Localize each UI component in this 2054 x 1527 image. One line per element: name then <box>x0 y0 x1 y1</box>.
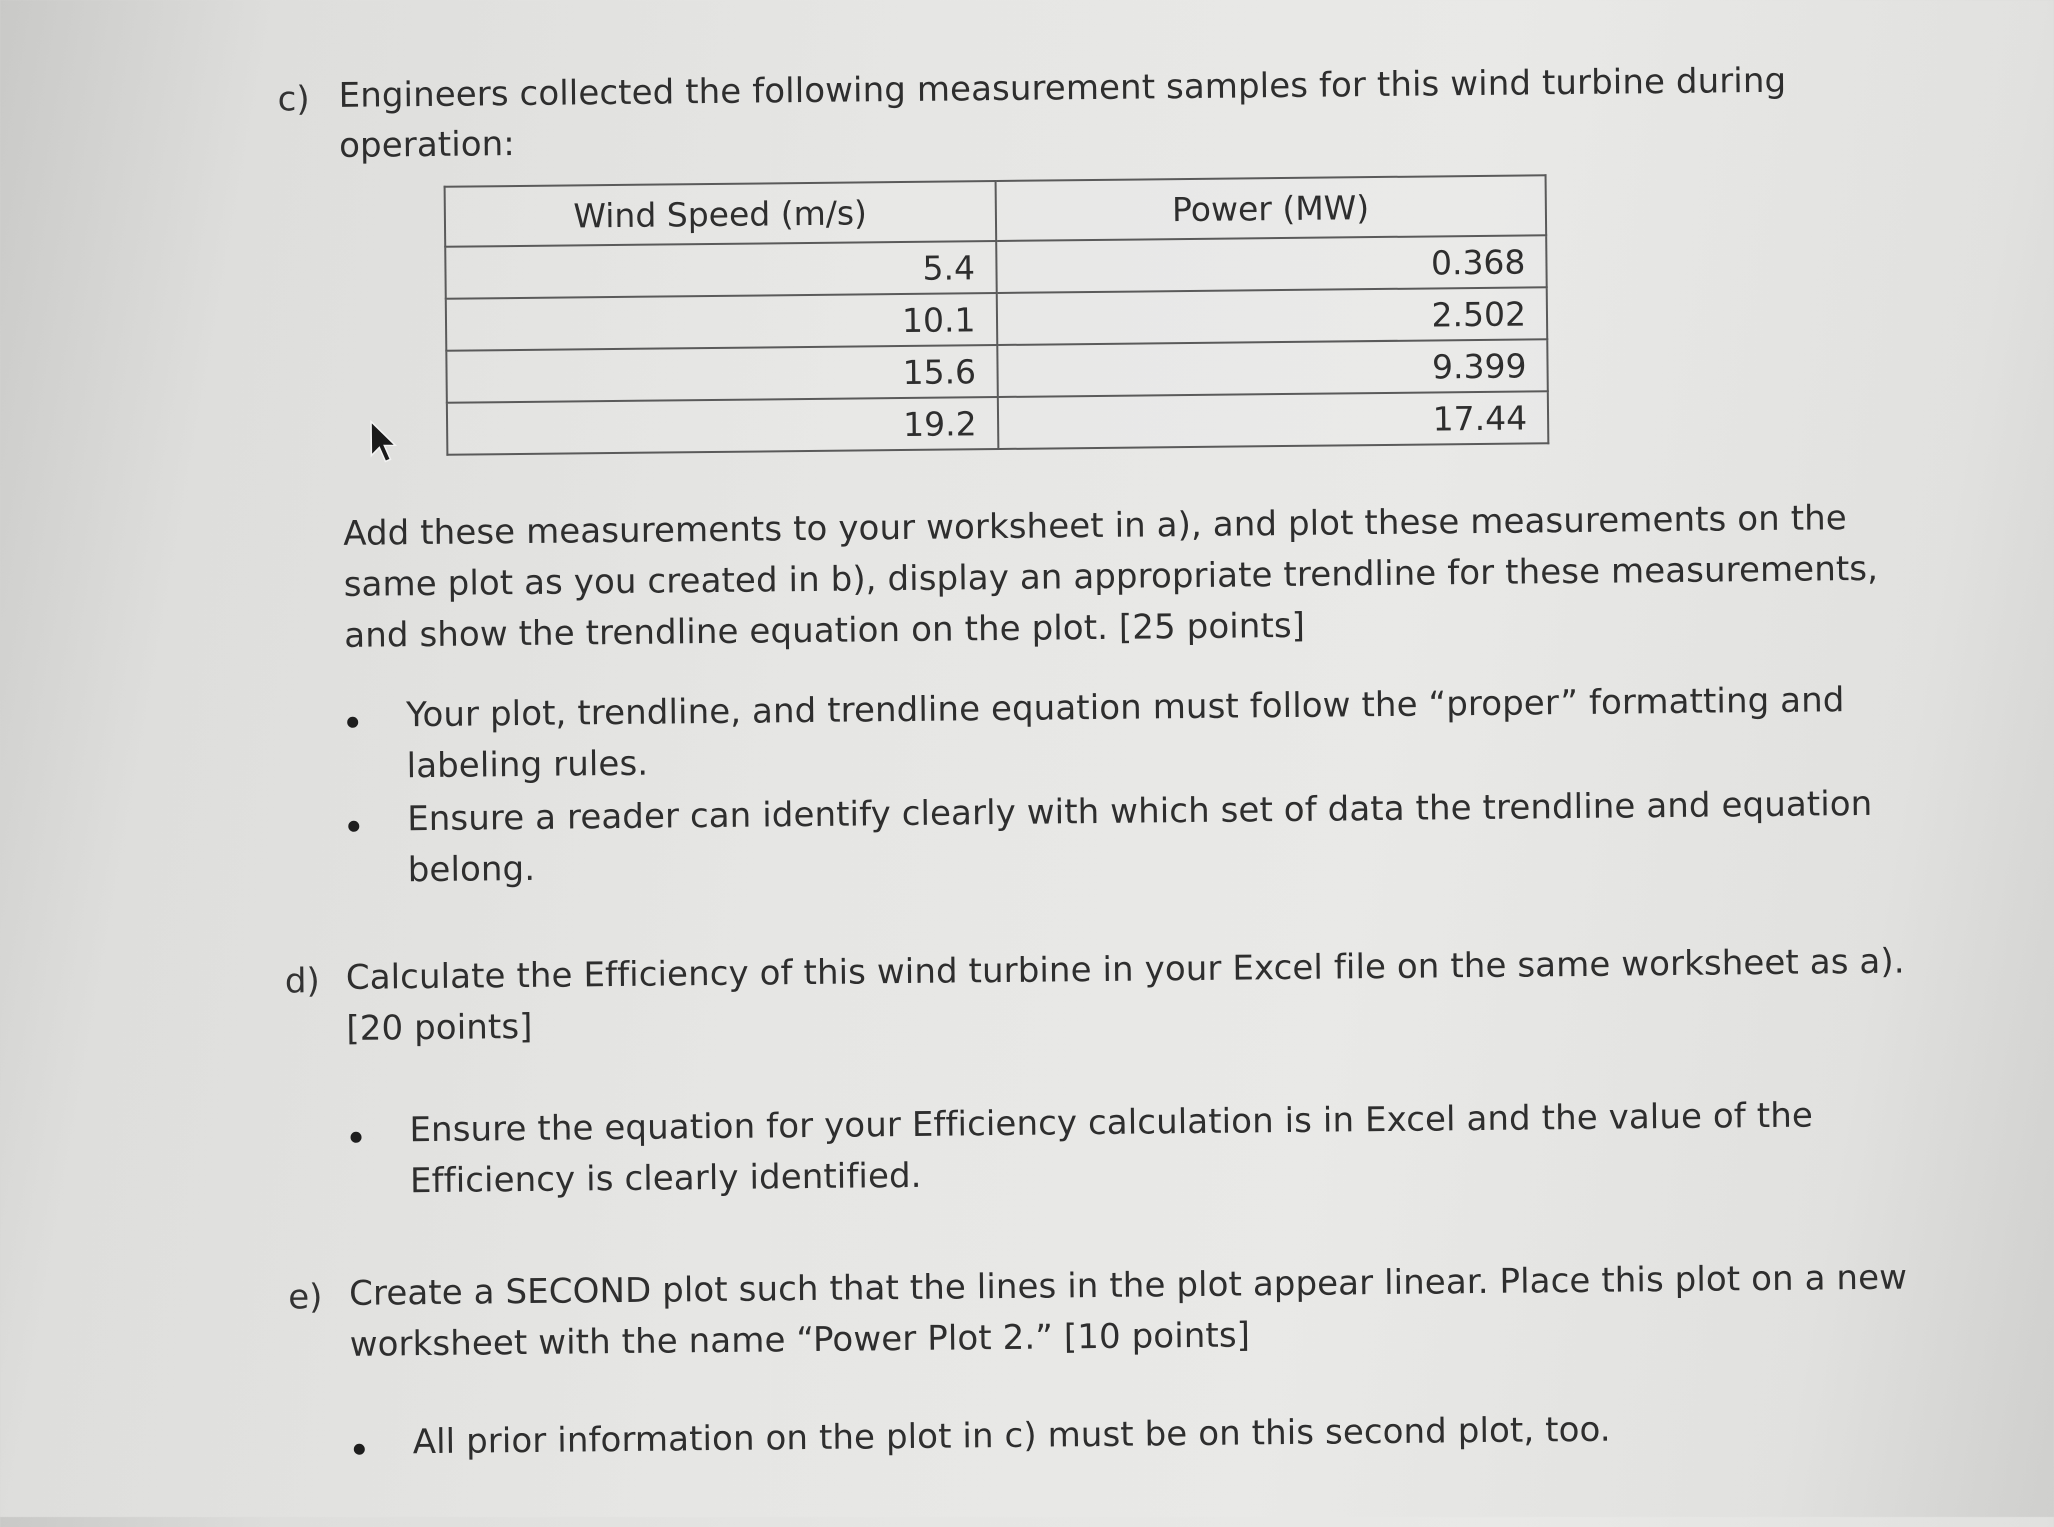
part-e-bullet-line-1: All prior information on the plot in c) must be on this second plot, too. <box>412 1409 1611 1463</box>
table-cell-power: 2.502 <box>996 287 1547 345</box>
part-d-line-1: Calculate the Efficiency of this wind turbine in your Excel file on the same worksheet as a). <box>345 941 1905 998</box>
table-cell-power: 17.44 <box>997 391 1548 449</box>
table-cell-wind-speed: 19.2 <box>447 397 998 455</box>
table-cell-wind-speed: 5.4 <box>445 241 996 299</box>
table-header-power: Power (MW) <box>995 175 1546 241</box>
part-c-line-1: Engineers collected the following measurement samples for this wind turbine during <box>338 60 1787 116</box>
part-c-instruction-line-2: same plot as you created in b), display an appropriate trendline for these measurements, <box>343 548 1879 605</box>
part-c-bullet-1-line-1: Your plot, trendline, and trendline equation must follow the “proper” formatting and <box>405 680 1845 736</box>
part-c-bullet-1-line-2: labeling rules. <box>406 743 649 787</box>
part-c-bullet-2-line-1: Ensure a reader can identify clearly with which set of data the trendline and equation <box>407 783 1873 840</box>
bullet-dot <box>354 1444 365 1455</box>
table-row <box>447 391 1548 455</box>
part-e-label: e) <box>288 1277 323 1318</box>
table-cell-wind-speed: 10.1 <box>446 293 997 351</box>
bullet-dot <box>347 717 358 728</box>
part-c-instruction-line-1: Add these measurements to your worksheet in a), and plot these measurements on the <box>343 498 1848 554</box>
part-e-line-1: Create a SECOND plot such that the lines in the plot appear linear. Place this plot on a new <box>348 1257 1908 1314</box>
table-cell-power: 9.399 <box>997 339 1548 397</box>
part-d-line-2: [20 points] <box>346 1006 533 1049</box>
table-cell-power: 0.368 <box>996 235 1547 293</box>
part-d-label: d) <box>284 961 320 1002</box>
part-c-instruction-line-3: and show the trendline equation on the plot. [25 points] <box>344 605 1306 656</box>
bullet-dot <box>348 821 359 832</box>
table-cell-wind-speed: 15.6 <box>446 345 997 403</box>
table-header-wind-speed: Wind Speed (m/s) <box>445 181 996 247</box>
mouse-pointer-icon <box>369 419 399 465</box>
part-c-line-2: operation: <box>338 124 516 166</box>
part-d-bullet-line-2: Efficiency is clearly identified. <box>409 1155 922 1202</box>
part-c-label: c) <box>277 79 310 120</box>
bullet-dot <box>350 1132 361 1143</box>
part-e-line-2: worksheet with the name “Power Plot 2.” [10 points] <box>349 1315 1251 1365</box>
part-d-bullet-line-1: Ensure the equation for your Efficiency calculation is in Excel and the value of the <box>409 1095 1814 1151</box>
part-c-bullet-2-line-2: belong. <box>407 848 536 891</box>
measurement-table <box>444 174 1550 456</box>
